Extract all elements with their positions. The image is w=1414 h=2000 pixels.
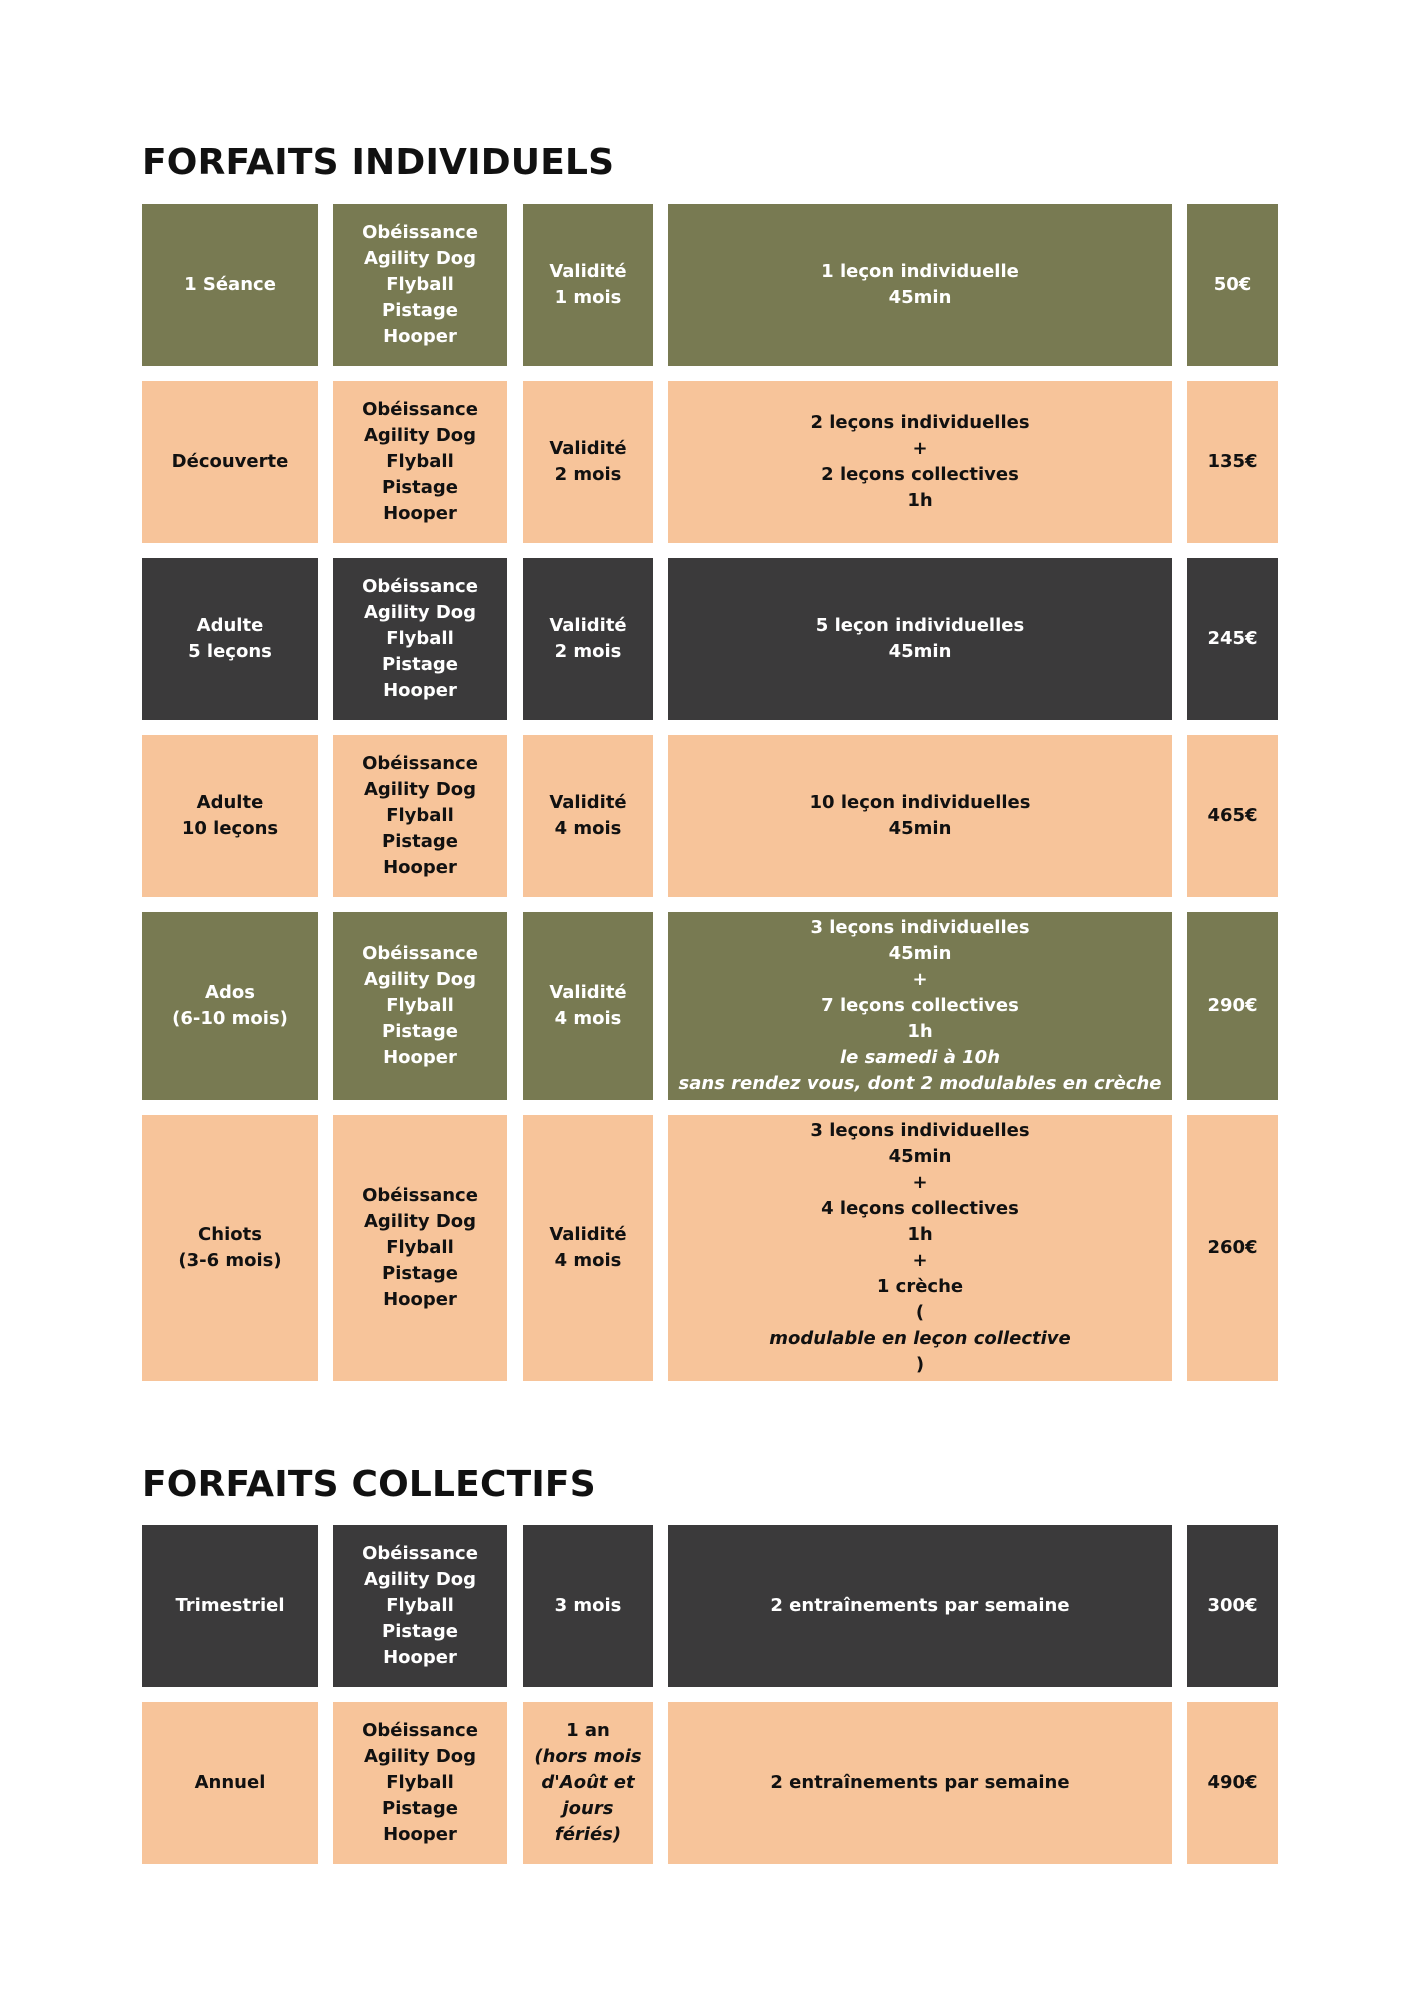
plan-name: Ados (6-10 mois) [142,912,318,1100]
plan-content: 2 leçons individuelles + 2 leçons collectives 1h [668,381,1172,543]
plan-content: 1 leçon individuelle 45min [668,204,1172,366]
table-row [142,1702,1278,1864]
section-title-collectifs: FORFAITS COLLECTIFS [142,1464,596,1505]
plan-disciplines: Obéissance Agility Dog Flyball Pistage Hooper [333,735,507,897]
plan-price: 490€ [1187,1702,1278,1864]
plan-validity: Validité 4 mois [523,1115,653,1381]
table-row [142,1115,1278,1381]
plan-price: 465€ [1187,735,1278,897]
table-row [142,1525,1278,1687]
plan-validity: Validité 1 mois [523,204,653,366]
section-title-individuels: FORFAITS INDIVIDUELS [142,142,615,183]
table-row [142,381,1278,543]
plan-content: 3 leçons individuelles 45min + 7 leçons collectives 1h le samedi à 10h sans rendez vous, dont 2 modulables en crèche [668,912,1172,1100]
plan-price: 50€ [1187,204,1278,366]
plan-price: 245€ [1187,558,1278,720]
table-row [142,558,1278,720]
plan-name: Adulte 5 leçons [142,558,318,720]
plan-content: 5 leçon individuelles 45min [668,558,1172,720]
plan-name: Découverte [142,381,318,543]
plan-disciplines: Obéissance Agility Dog Flyball Pistage Hooper [333,912,507,1100]
plan-disciplines: Obéissance Agility Dog Flyball Pistage Hooper [333,1525,507,1687]
plan-content: 2 entraînements par semaine [668,1525,1172,1687]
table-row [142,912,1278,1100]
plan-name: Chiots (3-6 mois) [142,1115,318,1381]
plan-price: 290€ [1187,912,1278,1100]
plan-name: 1 Séance [142,204,318,366]
plan-content: 10 leçon individuelles 45min [668,735,1172,897]
table-row [142,735,1278,897]
table-row [142,204,1278,366]
plan-price: 135€ [1187,381,1278,543]
plan-validity: 3 mois [523,1525,653,1687]
plan-price: 260€ [1187,1115,1278,1381]
plan-validity: Validité 2 mois [523,381,653,543]
plan-validity: Validité 4 mois [523,735,653,897]
plan-price: 300€ [1187,1525,1278,1687]
plan-content: 2 entraînements par semaine [668,1702,1172,1864]
plan-name: Adulte 10 leçons [142,735,318,897]
plan-disciplines: Obéissance Agility Dog Flyball Pistage Hooper [333,204,507,366]
plan-disciplines: Obéissance Agility Dog Flyball Pistage Hooper [333,381,507,543]
plan-disciplines: Obéissance Agility Dog Flyball Pistage Hooper [333,1115,507,1381]
plan-disciplines: Obéissance Agility Dog Flyball Pistage Hooper [333,558,507,720]
plan-disciplines: Obéissance Agility Dog Flyball Pistage Hooper [333,1702,507,1864]
plan-validity: Validité 4 mois [523,912,653,1100]
plan-name: Annuel [142,1702,318,1864]
plan-content: 3 leçons individuelles 45min + 4 leçons collectives 1h + 1 crèche ( modulable en leçon collective ) [668,1115,1172,1381]
plan-name: Trimestriel [142,1525,318,1687]
plan-validity: 1 an (hors mois d'Août et jours fériés) [523,1702,653,1864]
plan-validity: Validité 2 mois [523,558,653,720]
